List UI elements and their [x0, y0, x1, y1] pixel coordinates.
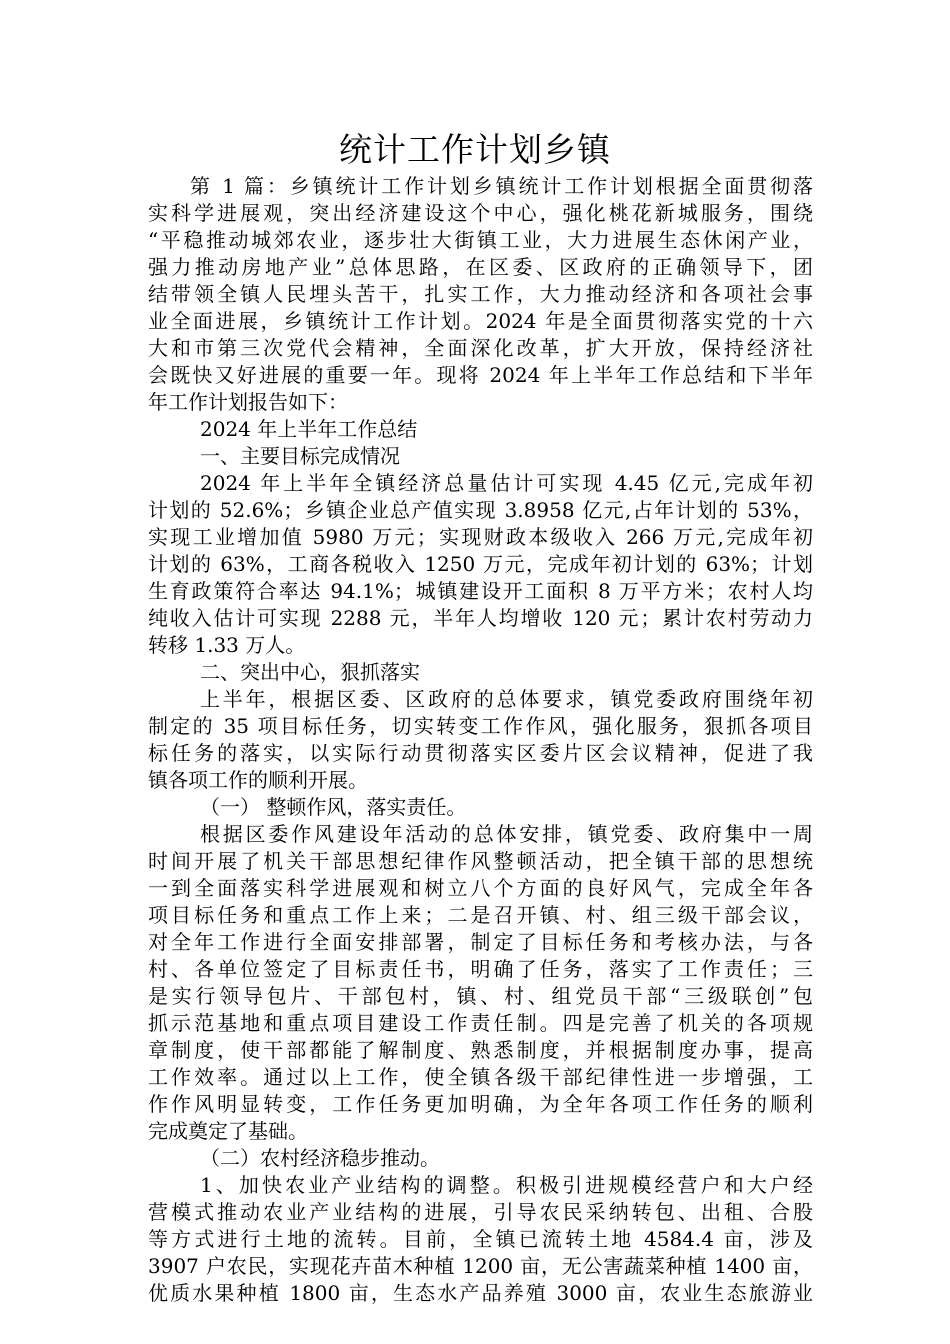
section-heading: （一） 整顿作风，落实责任。 [200, 795, 467, 819]
document-body [148, 173, 813, 1307]
section-heading: 一、主要目标完成情况 [200, 444, 400, 468]
body-line: 3907 户农民，实现花卉苗木种植 1200 亩，无公害蔬菜种植 1400 亩， [148, 1254, 813, 1278]
body-line: 生育政策符合率达 94.1%；城镇建设开工面积 8 万平方米；农村人均 [148, 579, 813, 603]
body-line: 实科学进展观，突出经济建设这个中心，强化桃花新城服务，围绕 [148, 201, 813, 225]
section-heading: 二、突出中心，狠抓落实 [200, 660, 420, 684]
body-line: 结带领全镇人民埋头苦干，扎实工作，大力推动经济和各项社会事 [148, 282, 813, 306]
body-line: 纯收入估计可实现 2288 元，半年人均增收 120 元；累计农村劳动力 [148, 606, 813, 630]
body-line: 抓示范基地和重点项目建设工作责任制。四是完善了机关的各项规 [148, 1011, 813, 1035]
body-line: 一到全面落实科学进展观和树立八个方面的良好风气，完成全年各 [148, 876, 813, 900]
body-line: 年工作计划报告如下： [148, 390, 348, 414]
body-line: 业全面进展，乡镇统计工作计划。2024 年是全面贯彻落实党的十六 [148, 309, 813, 333]
body-line: 计划的 63%，工商各税收入 1250 万元，完成年初计划的 63%；计划 [148, 552, 813, 576]
body-line: 制定的 35 项目标任务，切实转变工作作风，强化服务，狠抓各项目 [148, 714, 813, 738]
body-line: 等方式进行土地的流转。目前，全镇已流转土地 4584.4 亩，涉及 [148, 1227, 813, 1251]
body-line: 2024 年上半年全镇经济总量估计可实现 4.45 亿元,完成年初 [200, 471, 813, 495]
body-line: 是实行领导包片、干部包村，镇、村、组党员干部“三级联创”包 [148, 984, 813, 1008]
body-line: 转移 1.33 万人。 [148, 633, 306, 657]
body-line: 时间开展了机关干部思想纪律作风整顿活动，把全镇干部的思想统 [148, 849, 813, 873]
body-line: 会既快又好进展的重要一年。现将 2024 年上半年工作总结和下半年 [148, 363, 813, 387]
body-line: 大和市第三次党代会精神，全面深化改革，扩大开放，保持经济社 [148, 336, 813, 360]
body-line: 营模式推动农业产业结构的进展，引导农民采纳转包、出租、合股 [148, 1200, 813, 1224]
section-heading: （二）农村经济稳步推动。 [200, 1146, 440, 1170]
body-line: 村、各单位签定了目标责任书，明确了任务，落实了工作责任；三 [148, 957, 813, 981]
body-line: 强力推动房地产业”总体思路，在区委、区政府的正确领导下，团 [148, 255, 813, 279]
body-line: 实现工业增加值 5980 万元；实现财政本级收入 266 万元,完成年初 [148, 525, 813, 549]
body-line: 作作风明显转变，工作任务更加明确，为全年各项工作任务的顺利 [148, 1092, 813, 1116]
document-title: 统计工作计划乡镇 [339, 130, 611, 169]
body-line: 优质水果种植 1800 亩，生态水产品养殖 3000 亩，农业生态旅游业 [148, 1281, 813, 1305]
body-line: 1、加快农业产业结构的调整。积极引进规模经营户和大户经 [200, 1173, 813, 1197]
body-line: 标任务的落实，以实际行动贯彻落实区委片区会议精神，促进了我 [148, 741, 813, 765]
body-line: 根据区委作风建设年活动的总体安排，镇党委、政府集中一周 [200, 822, 813, 846]
body-line: 第 1 篇：乡镇统计工作计划乡镇统计工作计划根据全面贯彻落 [190, 174, 813, 198]
body-line: 对全年工作进行全面安排部署，制定了目标任务和考核办法，与各 [148, 930, 813, 954]
body-line: 完成奠定了基础。 [148, 1119, 308, 1143]
body-line: “平稳推动城郊农业，逐步壮大街镇工业，大力进展生态休闲产业， [148, 228, 813, 252]
body-line: 计划的 52.6%；乡镇企业总产值实现 3.8958 亿元,占年计划的 53%， [148, 498, 813, 522]
body-line: 章制度，使干部都能了解制度、熟悉制度，并根据制度办事，提高 [148, 1038, 813, 1062]
body-line: 镇各项工作的顺利开展。 [148, 768, 368, 792]
body-line: 工作效率。通过以上工作，使全镇各级干部纪律性进一步增强，工 [148, 1065, 813, 1089]
body-line: 上半年，根据区委、区政府的总体要求，镇党委政府围绕年初 [200, 687, 813, 711]
section-heading: 2024 年上半年工作总结 [200, 417, 418, 441]
body-line: 项目标任务和重点工作上来；二是召开镇、村、组三级干部会议， [148, 903, 813, 927]
